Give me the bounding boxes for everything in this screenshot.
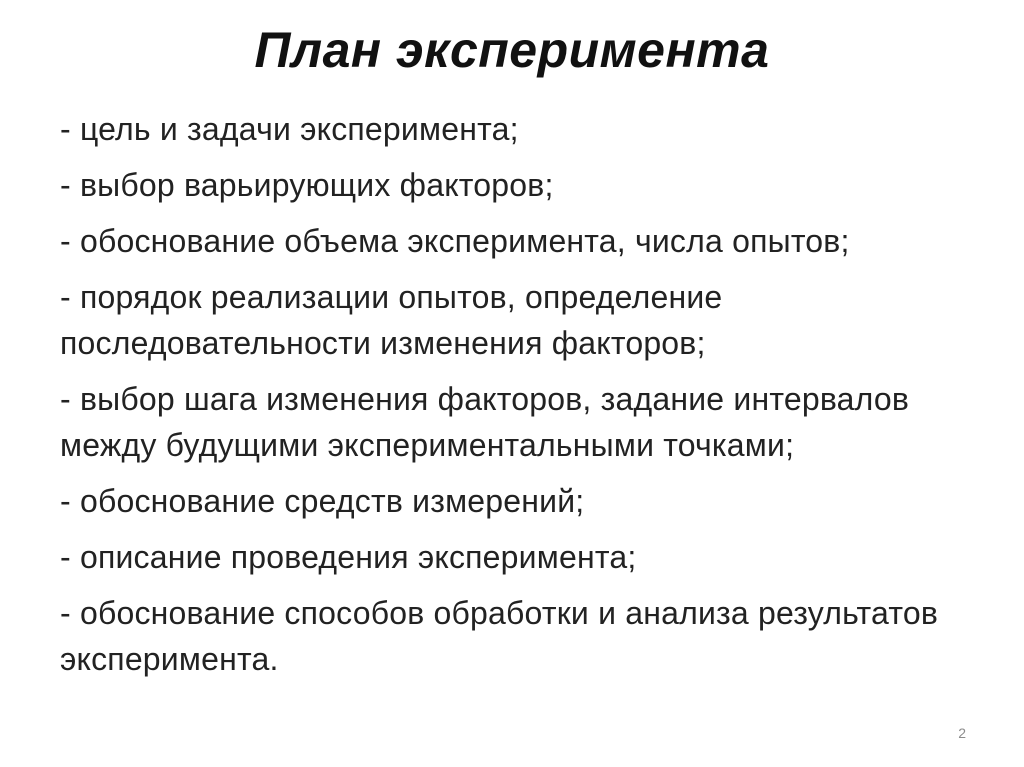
bullet-list <box>60 106 980 692</box>
list-item: - порядок реализации опытов, определение последовательности изменения факторов; <box>60 279 723 361</box>
list-item: - обоснование средств измерений; <box>60 483 585 519</box>
list-item: - выбор шага изменения факторов, задание интервалов между будущими экспериментальными точками; <box>60 381 910 463</box>
slide-title: План эксперимента <box>254 22 770 78</box>
list-item: - обоснование способов обработки и анализа результатов эксперимента. <box>60 595 939 677</box>
list-item: - выбор варьирующих факторов; <box>60 167 554 203</box>
slide-number: 2 <box>958 725 966 741</box>
list-item: - цель и задачи эксперимента; <box>60 111 519 147</box>
list-item: - обоснование объема эксперимента, числа опытов; <box>60 223 850 259</box>
list-item: - описание проведения эксперимента; <box>60 539 637 575</box>
